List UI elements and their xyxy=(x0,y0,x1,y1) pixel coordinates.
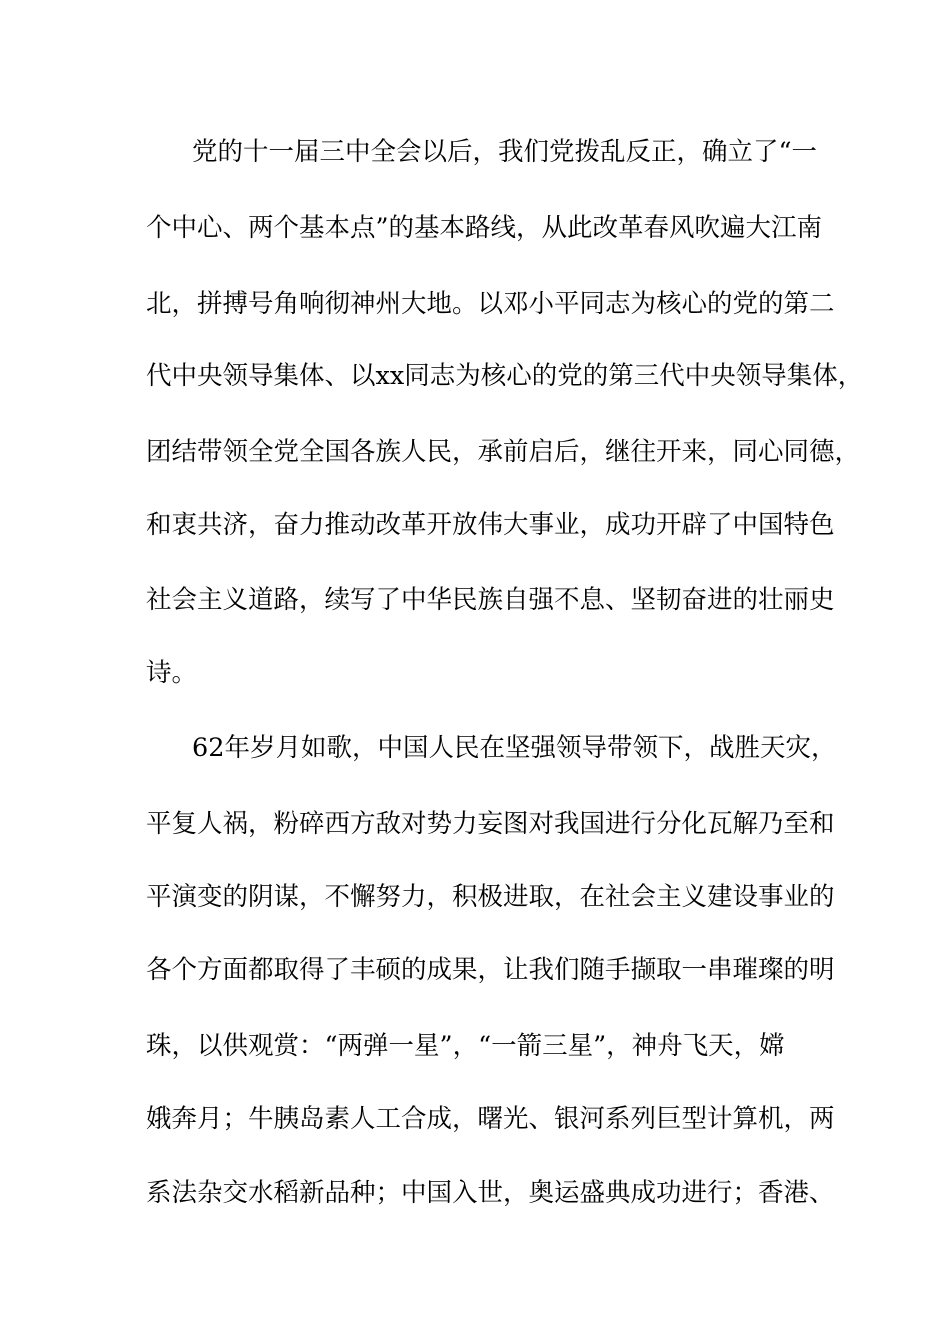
paragraph-1-line-6: 和衷共济，奋力推动改革开放伟大事业，成功开辟了中国特色 xyxy=(146,510,835,540)
paragraph-2-line-1: 62年岁月如歌，中国人民在坚强领导带领下，战胜天灾， xyxy=(192,733,837,763)
paragraph-1-line-1: 党的十一届三中全会以后，我们党拨乱反正，确立了“一 xyxy=(192,137,818,167)
paragraph-2-line-5: 珠，以供观赏：“两弹一星”，“一箭三星”，神舟飞天，嫦 xyxy=(146,1031,785,1061)
paragraph-1-line-3: 北，拼搏号角响彻神州大地。以邓小平同志为核心的党的第二 xyxy=(146,289,835,319)
paragraph-2-line-2: 平复人祸，粉碎西方敌对势力妄图对我国进行分化瓦解乃至和 xyxy=(146,809,835,839)
paragraph-2-line-4: 各个方面都取得了丰硕的成果，让我们随手撷取一串璀璨的明 xyxy=(146,955,835,985)
paragraph-2-line-7: 系法杂交水稻新品种；中国入世，奥运盛典成功进行；香港、 xyxy=(146,1178,835,1208)
paragraph-2-line-3: 平演变的阴谋，不懈努力，积极进取，在社会主义建设事业的 xyxy=(146,882,835,912)
paragraph-2-line-6: 娥奔月；牛胰岛素人工合成，曙光、银河系列巨型计算机，两 xyxy=(146,1104,835,1134)
paragraph-1-line-2: 个中心、两个基本点”的基本路线，从此改革春风吹遍大江南 xyxy=(146,213,823,243)
paragraph-1-line-5: 团结带领全党全国各族人民，承前启后，继往开来，同心同德， xyxy=(146,437,861,467)
paragraph-1-line-7: 社会主义道路，续写了中华民族自强不息、坚韧奋进的壮丽史 xyxy=(146,585,835,615)
paragraph-1-line-4: 代中央领导集体、以xx同志为核心的党的第三代中央领导集体， xyxy=(146,361,864,391)
paragraph-1-line-8: 诗。 xyxy=(146,658,198,688)
